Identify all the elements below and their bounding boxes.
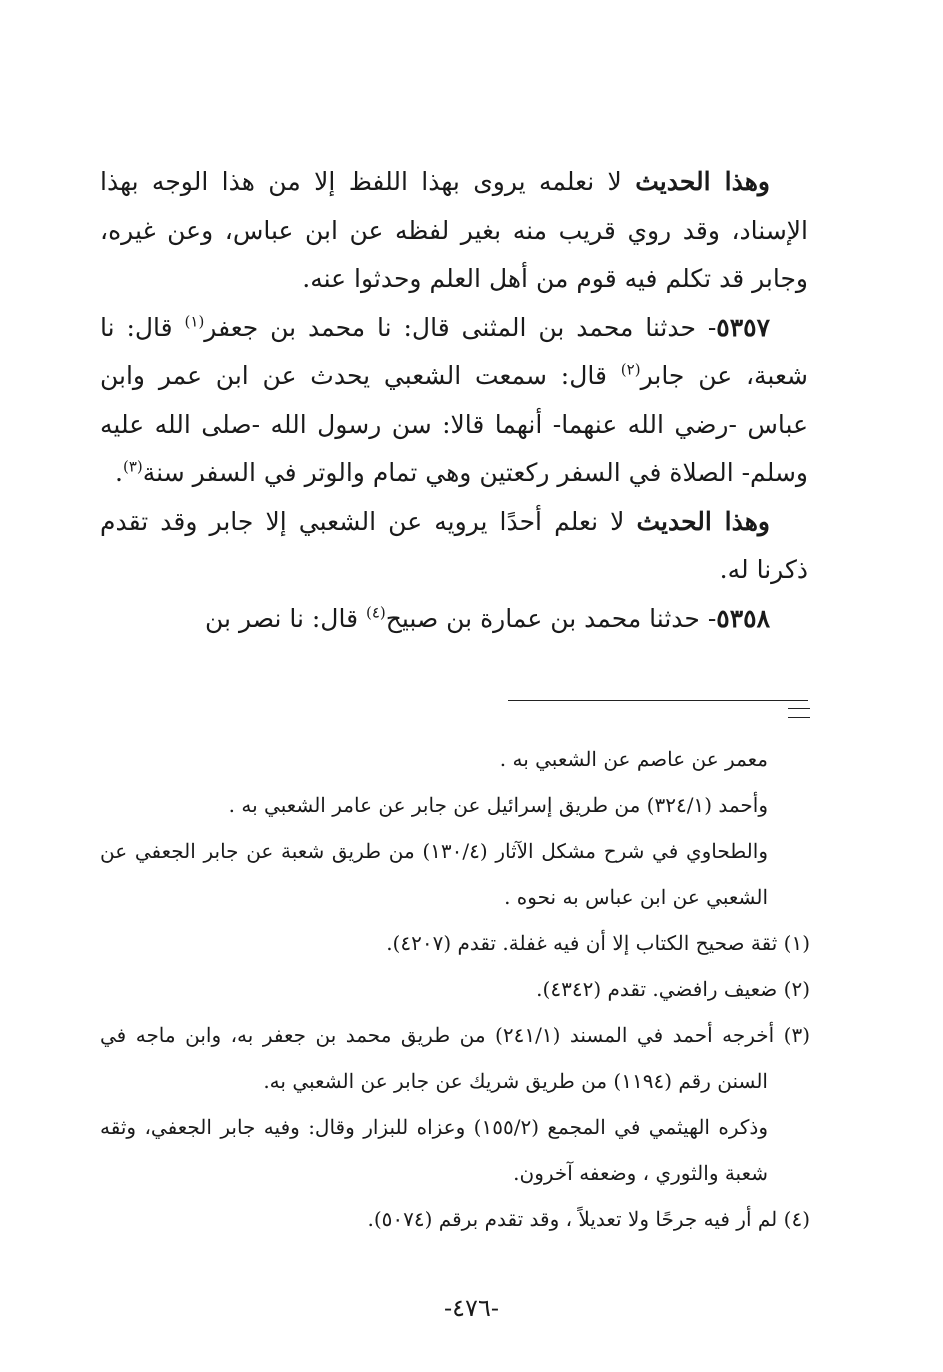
- commentary-paragraph: وهذا الحديث لا نعلمه يروى بهذا اللفظ إلا من هذا الوجه بهذا الإسناد، وقد روي قريب منه بغير لفظه عن ابن عباس، وعن غيره، وجابر قد تكلم فيه قوم من أهل العلم وحدثوا عنه.: [100, 167, 808, 293]
- footnote-ref[interactable]: (٤): [365, 603, 386, 622]
- footnote-ref[interactable]: (٢): [620, 360, 641, 379]
- footnote-ref[interactable]: (٣): [122, 457, 143, 476]
- footnote-3: (٣) أخرجه أحمد في المسند (٢٤١/١) من طريق محمد بن جعفر به، وابن ماجه في السنن رقم (١١٩٤) من طريق شريك عن جابر عن الشعبي به.: [100, 1023, 811, 1093]
- footnote-separator: [508, 700, 808, 701]
- footnote-ref[interactable]: (١): [184, 312, 205, 331]
- footnote-continuation: معمر عن عاصم عن الشعبي به .: [499, 747, 768, 771]
- hadith-number: ٥٣٥٧: [716, 312, 770, 342]
- footnote-continuation: وأحمد (٣٢٤/١) من طريق إسرائيل عن جابر عن عامر الشعبي به .: [228, 793, 768, 817]
- main-text: [100, 158, 808, 643]
- footnotes: [100, 736, 810, 1242]
- footnote-continuation-mark: [788, 708, 810, 718]
- bold-lead: وهذا الحديث: [635, 167, 770, 196]
- hadith-5357: ٥٣٥٧- حدثنا محمد بن المثنى قال: نا محمد بن جعفر$^{(١)}$ قال: نا شعبة، عن جابر$^{(٢)}$ قال: سمعت الشعبي يحدث عن ابن عمر وابن عباس -رضي الله عنهما- أنهما قالا: سن رسول الله -صلى الله عليه وسلم- الصلاة في السفر ركعتين وهي تمام والوتر في السفر سنة$^{(٣)}$.: [100, 312, 808, 487]
- footnote-3-continued: وذكره الهيثمي في المجمع (١٥٥/٢) وعزاه للبزار وقال: وفيه جابر الجعفي، وثقه شعبة والثوري ، وضعفه آخرون.: [100, 1115, 768, 1185]
- footnote-continuation: والطحاوي في شرح مشكل الآثار (١٣٠/٤) من طريق شعبة عن جابر الجعفي عن الشعبي عن ابن عباس به نحوه .: [100, 839, 768, 909]
- commentary-paragraph: وهذا الحديث لا نعلم أحدًا يرويه عن الشعبي إلا جابر وقد تقدم ذكرنا له.: [100, 506, 808, 584]
- bold-lead: وهذا الحديث: [636, 506, 770, 536]
- footnote-4: (٤) لم أر فيه جرحًا ولا تعديلاً ، وقد تقدم برقم (٥٠٧٤).: [367, 1207, 810, 1231]
- hadith-5358: ٥٣٥٨- حدثنا محمد بن عمارة بن صبيح$^{(٤)}$ قال: نا نصر بن: [205, 603, 770, 633]
- footnote-1: (١) ثقة صحيح الكتاب إلا أن فيه غفلة. تقدم (٤٢٠٧).: [386, 931, 810, 955]
- footnote-2: (٢) ضعيف رافضي. تقدم (٤٣٤٢).: [536, 977, 810, 1001]
- hadith-number: ٥٣٥٨: [716, 603, 770, 633]
- page-number: -٤٧٦-: [444, 1294, 499, 1322]
